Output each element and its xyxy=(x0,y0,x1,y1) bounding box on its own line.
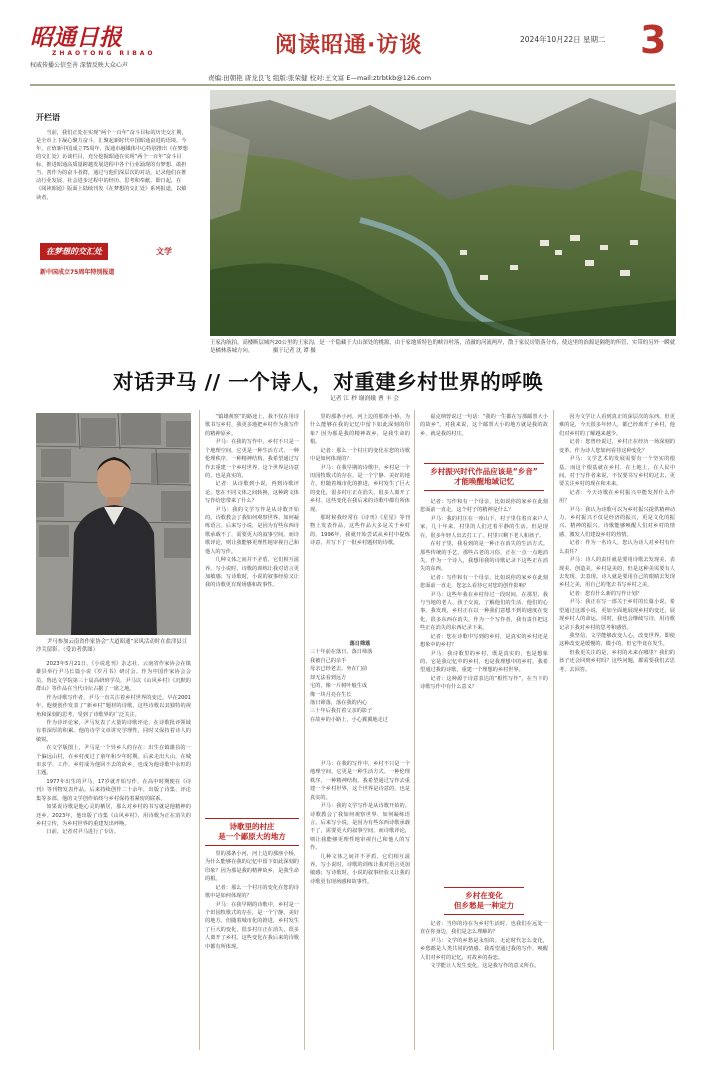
poem xyxy=(310,640,410,724)
byline: 记者 江 秒 谢润娥 曹 丰 会 xyxy=(330,396,400,402)
svg-text:昭通日报: 昭通日报 xyxy=(30,24,122,50)
paragraph: 记者：今天诗歌在乡村振兴中能发挥什么作用？ xyxy=(559,489,675,505)
subhead-text: 乡村在变化 但乡愁是一种定力 xyxy=(454,891,514,911)
poem-line: 三十年前在落日，落日筛落 xyxy=(310,649,373,656)
paragraph: 尹马：我诗歌里的乡村，既是真实的，也是想象的。它是我记忆中的乡村，也是我理想中的乡村。我希望通过我的诗歌，重建一个理想的乡村世界。 xyxy=(420,650,548,674)
paragraph: 记者：您曾经说过，乡村正在经历一场深刻的变革，作为诗人您如何看待这种变化？ xyxy=(559,439,675,454)
series-tag-literature: 文学 xyxy=(156,247,172,256)
poem-line: 三十年后我打着父亲的影子 xyxy=(310,708,373,715)
series-label xyxy=(36,243,191,293)
page-number: 3 xyxy=(640,18,667,62)
series-subtitle: 新中国成立75周年特别报道 xyxy=(40,269,115,276)
newspaper-logo xyxy=(30,22,122,50)
poem-line: 在故乡的小路上，小心翼翼地走过 xyxy=(310,716,388,723)
paragraph: 尹马：在我早期的诗歌中，乡村是一个田园牧歌式的存在，是一个宁静、美好的地方。但随着城市化的推进，乡村发生了巨大的变化，很多村庄正在消失，很多人离开了乡村。这些变化在我后来的诗歌中都有所体现。 xyxy=(310,464,410,513)
paragraph: 尹马：在我的写作中，乡村不只是一个地理空间，它更是一种生活方式、一种伦理秩序、一种精神结构。我希望通过写作去重建一个乡村世界，这个世界是诗意的，也是真实的。 xyxy=(205,439,299,479)
paragraph: 记者：作为一名诗人，您认为诗人对乡村有什么责任？ xyxy=(559,540,675,555)
paragraph: 尹马：在我早期的诗歌中，乡村是一个田园牧歌式的存在，是一个宁静、美好的地方。但随着城市化的推进，乡村发生了巨大的变化，很多村庄正在消失，很多人离开了乡村。这些变化在我后来的诗歌中都有所体现。 xyxy=(205,901,299,950)
paragraph: 福克纳曾说过一句话：“我的一生都在写那邮票大小的故乡”。对我来说，这个邮票大小的地方就是我的故乡，就是我的村庄。 xyxy=(420,414,548,437)
portrait-photo xyxy=(36,413,191,635)
article-column-3b xyxy=(310,760,410,886)
poem-line: 我被自己的亲手 xyxy=(310,657,347,664)
headline: 对话尹马 // 一个诗人，对重建乡村世界的呼唤 xyxy=(113,370,544,394)
paragraph: 在文学版图上，尹马是一个异乡人的存在：出生在镇雄县的一个偏远山村，在乡村度过了童年和少年时期。后来走出大山，在城市求学、工作，乡村成为他回不去的故乡，也成为他诗歌中永恒的主题。 xyxy=(36,745,191,777)
paragraph: 如果说诗歌是他心灵的栖居，那么对乡村的书写就是他精神的还乡。2023年，他出版了诗集《山风乡村》，用诗歌为正在消失的乡村立传，为乡村世界的重建发出呼唤。 xyxy=(36,804,191,828)
section-title: 阅读昭通·访谈 xyxy=(275,33,423,58)
photo-credit: 摄于记者 沈 谭 摄 xyxy=(272,348,316,355)
section-subhead-2 xyxy=(424,463,544,491)
poem-line: 落日筛落，落在我的内心 xyxy=(310,699,368,706)
poem-line: 像一块月亮在生长 xyxy=(310,691,352,698)
paragraph: 几种文体之间并不矛盾，它们相互滋养。写小说时，诗歌的训练让我对语言更加敏感；写诗歌时，小说的叙事经验又让我的诗歌更有现场感和故事性。 xyxy=(310,853,410,885)
article-column-4 xyxy=(420,413,548,438)
photo-caption xyxy=(210,339,676,355)
paragraph: 1977年出生的尹马，17岁就开始写作。在高中时期便在《诗刊》等刊物发表作品，后来持续创作二十余年，出版了诗集、评论集等多部。他的文学创作始终与乡村保持着紧密的联系。 xyxy=(36,778,191,802)
poem-line: 落日筛落 xyxy=(349,641,371,647)
paragraph: 作为诗歌写作者，尹马一直关注着乡村世界的变迁。早在2001年，他便创作发表了“新乡村”题材的诗歌，这些诗歌以其独特的视角和深刻的思考，受到了诗歌界的广泛关注。 xyxy=(36,694,191,718)
issue-date: 2024年10月22日 星期二 xyxy=(520,35,606,44)
article-column-4b xyxy=(420,498,548,692)
paragraph: 2023年5月21日，《小说选刊》杂志社、云南省作家协会在镇雄县举行尹马长篇小说《岁月书》研讨会。作为中国作家协会会员、鲁迅文学院第三十届高研班学员，尹马以《山风乡村》《沉默的群山》等作品在当代诗坛占据了一席之地。 xyxy=(36,661,191,693)
paragraph: 记者：写作和有一个母亲，比如说你的家乡在此刻您面前一直走，您怎么看待它对您的创作影响？ xyxy=(420,574,548,590)
paragraph: 那时候我经常在《诗刊》《星星》等刊物上发表作品，这些作品大多是关于乡村的。1996年，我就开始尝试从乡村中提炼诗意，并写下了一批乡村题材的诗歌。 xyxy=(310,515,410,547)
column-rule xyxy=(304,410,305,1050)
subhead-text: 乡村振兴时代作品应该是“乡音” 才能唤醒地域记忆 xyxy=(430,467,538,487)
paragraph: 尹马：诗人的责任就是要用诗歌去发现美、表现美、创造美。乡村是美的，但是这种美需要有人去发现、去表现。诗人就是要用自己的眼睛去发现乡村之美，用自己的笔去书写乡村之美。 xyxy=(559,557,675,589)
article-column-2 xyxy=(205,413,299,590)
column-rule xyxy=(414,410,415,1050)
intro-heading: 开栏语 xyxy=(36,113,60,122)
paragraph: 记者：当你的诗在为乡村生活时，也我们在远处一直在你身边，我们是怎么理解的？ xyxy=(420,921,548,936)
paragraph: 记者：那么一个村庄的变化在您的诗歌中是如何体现的？ xyxy=(310,447,410,463)
paragraph: 里的那条小河，河上边的那座小桥，为什么能够在我的记忆中留下如此深刻的印象？因为那是我的精神故乡，是我生命的根。 xyxy=(205,851,299,883)
article-column-3 xyxy=(310,413,410,548)
paragraph: 尹马：文学艺术的发展需要有一个坚实的根基。而这个根基就在乡村，在土地上，在人民中间。对于写作者来说，不仅要书写乡村的过去，更要关注乡村的现在和未来。 xyxy=(559,456,675,488)
article-column-5 xyxy=(559,413,675,674)
paragraph: 尹马：我的村庄在一座山下，村子里住着百来户人家，几十年来，村里的人们过着平静的生活。但是现在，很多年轻人出去打工了，村里只剩下老人和孩子。 xyxy=(420,515,548,539)
paragraph: 尹马：这些年我在乡村待过一段时间，在那里，我与当地的老人、孩子交流，了解他们的生活、他们的心事。我发现，乡村正在以一种我们意想不到的速度在变化，很多东西在消失。作为一个写作者，我有责任把这些正在消失的东西记录下来。 xyxy=(420,591,548,632)
paragraph: 但我更关注的是，乡村的未来在哪里？我们的孩子还会回到乡村吗？这些问题，都需要我们去思考，去回答。 xyxy=(559,649,675,673)
masthead-rule xyxy=(30,84,675,86)
paragraph: 尹马：我的文学写作是从诗歌开始的。诗歌教会了我如何观察世界、如何凝练语言。后来写小说，是因为有些东西诗歌承载不了，需要更大的叙事空间。而诗歌评论，则让我能够更理性地审视自己和他人的写作。 xyxy=(205,506,299,555)
paragraph: 几种文体之间并不矛盾，它们相互滋养。写小说时，诗歌的训练让我对语言更加敏感；写诗歌时，小说的叙事经验又让我的诗歌更有现场感和故事性。 xyxy=(205,557,299,589)
section-subhead-3 xyxy=(444,887,524,915)
paragraph: 文学能让人发生变化，这是我写作的意义所在。 xyxy=(430,963,540,970)
article-column-1 xyxy=(36,660,191,837)
paragraph: 日前，记者对尹马进行了专访。 xyxy=(46,829,120,836)
article-column-2b xyxy=(205,850,299,951)
paragraph: 尹马：文学的乡愁是永恒的。无论时代怎么变化，乡愁都是人类共同的情感。我希望通过我的写作，唤醒人们对乡村的记忆，对故乡的眷恋。 xyxy=(420,937,548,961)
paragraph: “镇雄观察”的路途上，我不仅在用诗歌书写乡村，我更多地把乡村作为我写作的精神原乡。 xyxy=(205,414,299,437)
paragraph: 里的那条小河，河上边的那座小桥，为什么能够在我的记忆中留下如此深刻的印象？因为那是我的精神故乡，是我生命的根。 xyxy=(310,414,410,446)
paragraph: 记者：从诗歌到小说，再到诗歌评论，您在不同文体之间转换，这种跨文体写作给您带来了什么？ xyxy=(205,481,299,505)
landscape-photo xyxy=(210,90,676,336)
poem-line: 宅的，像一片树叶般生成 xyxy=(310,683,368,690)
article-column-4c xyxy=(420,920,548,971)
paragraph: 作为诗评论家，尹马发表了大量的诗歌评论，在诗歌批评领域有着深厚的积累。他的诗学文章讲究学理性，同时又保持着诗人的敏锐。 xyxy=(36,719,191,743)
editor-credits: 责编:田朝艳 唐龙良飞 组版:张荣健 校对:王文富 E—mail:ztrbtkb@126.com xyxy=(208,74,432,82)
subhead-text: 诗歌里的村庄 是一个鄙原大的地方 xyxy=(218,822,286,842)
paragraph: 尹马：我认为诗歌可以为乡村振兴提供精神动力。乡村振兴不仅是经济的振兴，更是文化的振兴、精神的振兴。诗歌能够唤醒人们对乡村的情感，激发人们建设乡村的热情。 xyxy=(559,506,675,538)
paragraph: 我坚信，文学能够改变人心，改变世界。即使这种改变是缓慢的、微小的，但它毕竟在发生。 xyxy=(559,632,675,648)
photo-caption-text: 王家沟航拍。高楼断层城内20公里的王家沟，是一个隐藏于大山深处的桃源，由于家地质特色的峡谷村落，清澈的河流两岸，散于家民房错落分布，使这里的治源是隔绝的所管，实带的另外一瞬就是橘林落城方向。 xyxy=(210,340,676,355)
paragraph: 记者：这种源于诗意表达的“根性写作”，在当下的诗歌写作中有什么意义？ xyxy=(420,675,548,691)
paragraph: 因为文学让人看到真正的深层次的东西。但更难的是，今天很多年轻人，都已经离开了乡村，他们对乡村的了解越来越少。 xyxy=(559,414,675,437)
paragraph: 记者：您有什么新的写作计划？ xyxy=(569,590,643,597)
logo-english: ZHAOTONG RIBAO xyxy=(52,50,156,57)
intro-text: 当前，我们正处在实现“两个一百年”奋斗目标的历史交汇期，是全市上下凝心聚力奋斗，汇聚起新时代中国昭通奋进的语境。今年，正值新中国成立75周年，报通市融媒体中心特别推出《在梦想的交汇处》访谈栏目，充分挖掘昭通在实现“两个一百年”奋斗目标、推进昭通高质量跨越发展进程中各个行业涌现的有梦想、敢担当、善作为的奋斗者群，通过与他们深层次的对话，记录他们在推动行业发展、社会进步过程中的经历、思考和奉献。即日起，在《阅读昭通》版面上陆续刊发《在梦想的交汇处》系列报道，以飨读者。 xyxy=(36,130,188,201)
column-rule xyxy=(199,410,200,1050)
paragraph: 记者：您在诗歌中写到的乡村，是真实的乡村还是想象中的乡村？ xyxy=(420,633,548,649)
paragraph: 记者：写作和有一个母亲，比如说你的家乡在此刻您面前一直走，这个村子的精神是什么？ xyxy=(420,499,548,514)
paragraph: 尹马：在我的写作中，乡村不只是一个地理空间，它更是一种生活方式、一种伦理秩序、一种精神结构。我希望通过写作去重建一个乡村世界，这个世界是诗意的，也是真实的。 xyxy=(310,761,410,801)
column-rule xyxy=(553,410,554,1050)
masthead-slogan: 权威传播公信至善 深情反映大众心声 xyxy=(30,62,128,69)
paragraph: 尹马：我正在写一部关于乡村的长篇小说，希望通过这部小说，更加全面地展现乡村的变迁，展现乡村人的命运。同时，我也会继续写诗，用诗歌记录下我对乡村的思考和感悟。 xyxy=(559,599,675,631)
paragraph: 尹马：我的文学写作是从诗歌开始的。诗歌教会了我如何观察世界、如何凝练语言。后来写小说，是因为有些东西诗歌承载不了，需要更大的叙事空间。而诗歌评论，则让我能够更理性地审视自己和他人的写作。 xyxy=(310,803,410,852)
poem-line: 母亲已经老去，坐在门前 xyxy=(310,666,368,673)
portrait-caption: 尹马参加云南省作家协会“大道昭通”采风活动时在盐津县豆沙关留影。（受访者供图） xyxy=(36,639,188,654)
masthead xyxy=(0,0,705,90)
section-subhead-1 xyxy=(205,818,299,846)
paragraph: 记者：那么一个村庄的变化在您的诗歌中是如何体现的？ xyxy=(205,884,299,900)
column-intro xyxy=(36,112,191,202)
poem-line: 却无法看到远方 xyxy=(310,674,347,681)
series-tag: 在梦想的交汇处 xyxy=(40,243,108,260)
paragraph: 在村子里，我看到的是一种正在消失的生活方式。那些传统的手艺、那些古老的习俗，正在一点一点地消失。作为一个诗人，我想用我的诗歌记录下这些正在消失的东西。 xyxy=(420,541,548,573)
